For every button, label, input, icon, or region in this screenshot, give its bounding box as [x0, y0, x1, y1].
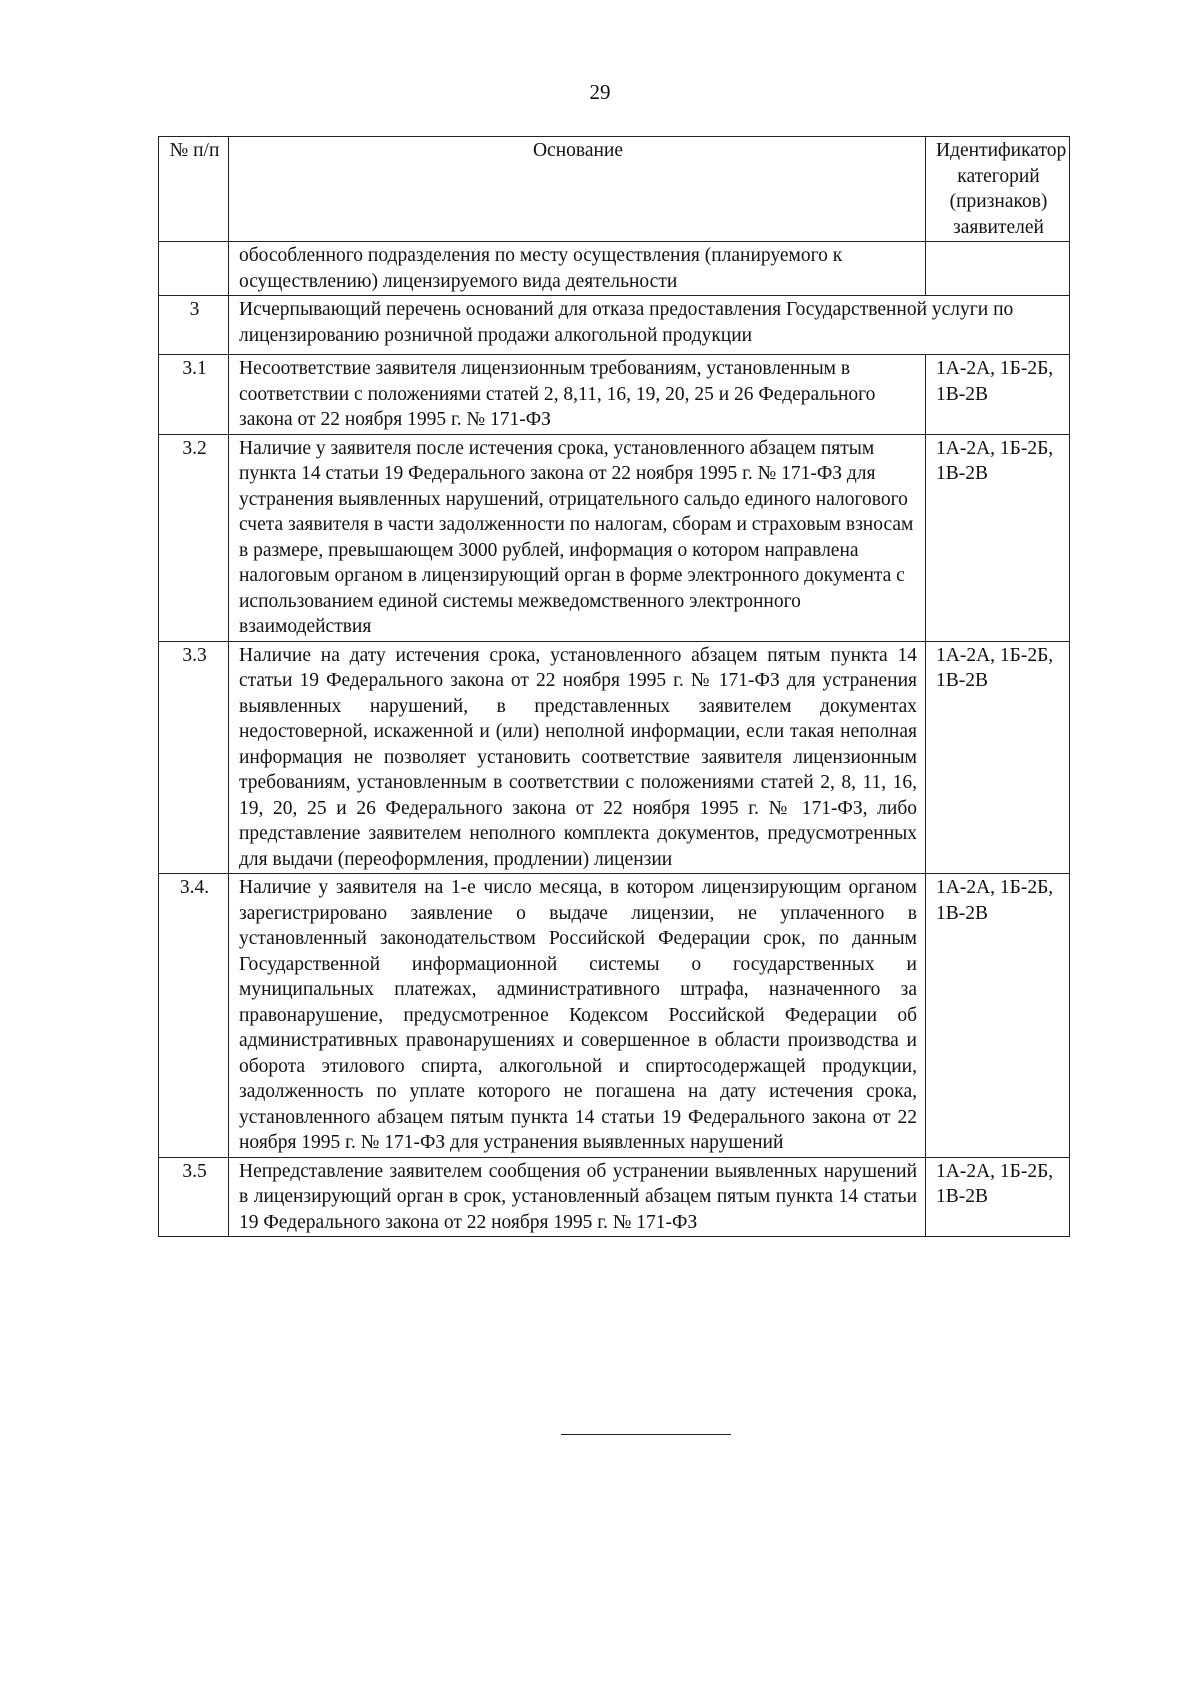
row-identifier: 1А-2А, 1Б-2Б, 1В-2В [926, 355, 1070, 435]
row-num: 3.1 [159, 355, 229, 435]
row-basis: Несоответствие заявителя лицензионным требованиям, установленным в соответствии с положениями статей 2, 8,11, 16, 19, 20, 25 и 26 Федерального закона от 22 ноября 1995 г. № 171-ФЗ [229, 355, 926, 435]
header-basis: Основание [229, 137, 926, 242]
row-basis: Наличие на дату истечения срока, установленного абзацем пятым пункта 14 статьи 19 Федерального закона от 22 ноября 1995 г. № 171-ФЗ для устранения выявленных нарушений, в представленных заявителем документах недостоверной, искаженной и (или) неполной информации, если такая неполная информация не позволяет установить соответствие заявителя лицензионным требованиям, установленным в соответствии с положениями статей 2, 8, 11, 16, 19, 20, 25 и 26 Федерального закона от 22 ноября 1995 г. № 171-ФЗ, либо представление заявителем неполного комплекта документов, предусмотренных для выдачи (переоформления, продлении) лицензии [229, 641, 926, 874]
cell-basis: обособленного подразделения по месту осуществления (планируемого к осуществлению) лицензируемого вида деятельности [229, 242, 926, 296]
row-num: 3.2 [159, 434, 229, 641]
cell-identifier [926, 242, 1070, 296]
section-title: Исчерпывающий перечень оснований для отказа предоставления Государственной услуги по лицензированию розничной продажи алкогольной продукции [229, 296, 1070, 355]
row-num: 3.3 [159, 641, 229, 874]
row-identifier: 1А-2А, 1Б-2Б, 1В-2В [926, 641, 1070, 874]
table-row [159, 355, 1070, 435]
table-row-continuation [159, 242, 1070, 296]
row-identifier: 1А-2А, 1Б-2Б, 1В-2В [926, 874, 1070, 1158]
section-num: 3 [159, 296, 229, 355]
grounds-table [158, 136, 1070, 1237]
row-basis: Непредставление заявителем сообщения об устранении выявленных нарушений в лицензирующий орган в срок, установленный абзацем пятым пункта 14 статьи 19 Федерального закона от 22 ноября 1995 г. № 171-ФЗ [229, 1157, 926, 1237]
table-section-row [159, 296, 1070, 355]
row-basis: Наличие у заявителя на 1-е число месяца, в котором лицензирующим органом зарегистрировано заявление о выдаче лицензии, не уплаченного в установленный законодательством Российской Федерации срок, по данным Государственной информационной системы о государственных и муниципальных платежах, административного штрафа, назначенного за правонарушение, предусмотренное Кодексом Российской Федерации об административных правонарушениях и совершенное в области производства и оборота этилового спирта, алкогольной и спиртосодержащей продукции, задолженность по уплате которого не погашена на дату истечения срока, установленного абзацем пятым пункта 14 статьи 19 Федерального закона от 22 ноября 1995 г. № 171-ФЗ для устранения выявленных нарушений [229, 874, 926, 1158]
row-basis: Наличие у заявителя после истечения срока, установленного абзацем пятым пункта 14 статьи 19 Федерального закона от 22 ноября 1995 г. № 171-ФЗ для устранения выявленных нарушений, отрицательного сальдо единого налогового счета заявителя в части задолженности по налогам, сборам и страховым взносам в размере, превышающем 3000 рублей, информация о котором направлена налоговым органом в лицензирующий орган в форме электронного документа с использованием единой системы межведомственного электронного взаимодействия [229, 434, 926, 641]
row-num: 3.4. [159, 874, 229, 1158]
footer-separator-line [561, 1434, 731, 1435]
header-identifier: Идентификатор категорий (признаков) заявителей [926, 137, 1070, 242]
table-row [159, 434, 1070, 641]
table-header-row [159, 137, 1070, 242]
table-row [159, 1157, 1070, 1237]
header-num: № п/п [159, 137, 229, 242]
row-num: 3.5 [159, 1157, 229, 1237]
page-number: 29 [589, 80, 611, 104]
row-identifier: 1А-2А, 1Б-2Б, 1В-2В [926, 1157, 1070, 1237]
cell-num [159, 242, 229, 296]
table-row [159, 641, 1070, 874]
table-row [159, 874, 1070, 1158]
row-identifier: 1А-2А, 1Б-2Б, 1В-2В [926, 434, 1070, 641]
